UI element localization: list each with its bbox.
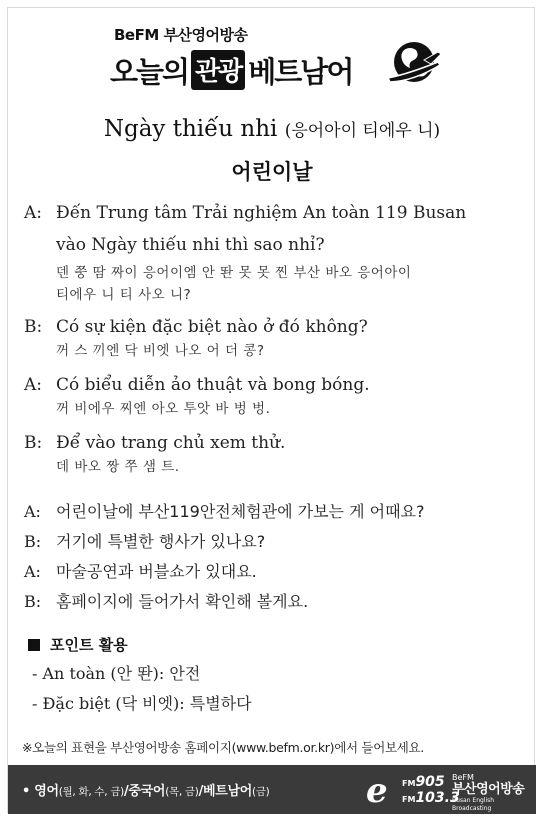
- square-bullet-icon: [28, 639, 40, 651]
- speaker-label: A:: [24, 203, 43, 223]
- korean-text: 거기에 특별한 행사가 있나요?: [56, 532, 266, 551]
- program-title: [110, 50, 352, 90]
- point-heading-text: 포인트 활용: [50, 636, 128, 654]
- speaker-label: B:: [24, 433, 43, 453]
- expression-title: [8, 116, 536, 142]
- schedule-english: • 영어: [22, 784, 59, 799]
- title-prefix: 오늘의: [110, 54, 189, 89]
- point-item: - Đặc biệt (닥 비엣): 특별하다: [32, 694, 252, 713]
- expression-korean: 어린이날: [231, 160, 313, 184]
- korean-dialogue: [24, 498, 524, 618]
- speaker-label: B:: [24, 592, 42, 611]
- vietnamese-text: vào Ngày thiếu nhi thì sao nhỉ?: [56, 235, 325, 255]
- point-heading: [28, 634, 518, 655]
- vietnamese-text: Có biểu diễn ảo thuật và bong bóng.: [56, 375, 370, 395]
- speaker-label: A:: [24, 375, 43, 395]
- vietnamese-text: Đến Trung tâm Trải nghiệm An toàn 119 Busan: [56, 203, 467, 223]
- globe-airplane-icon: [384, 38, 442, 90]
- dialogue-line-2: [24, 314, 524, 362]
- dialogue-line-4: [24, 430, 524, 478]
- schedule-chinese: /중국어: [123, 784, 166, 799]
- speaker-label: A:: [24, 502, 41, 521]
- korean-text: 어린이날에 부산119안전체험관에 가보는 게 어때요?: [56, 502, 425, 521]
- fm-frequencies: FM905 FM103.3: [402, 774, 460, 806]
- korean-text: 홈페이지에 들어가서 확인해 볼게요.: [56, 592, 309, 611]
- korean-pronunciation: 데 바오 짱 쭈 샘 트.: [56, 459, 180, 475]
- point-section: [28, 634, 518, 719]
- header: [8, 8, 536, 104]
- point-item: - An toàn (안 똰): 안전: [32, 664, 201, 683]
- expression-pronunciation: (응어아이 티에우 니): [284, 121, 441, 141]
- schedule-vietnamese: /베트남어: [198, 784, 253, 799]
- footer-bar: [8, 765, 536, 814]
- schedule-vietnamese-days: (금): [252, 786, 270, 798]
- broadcast-schedule: [22, 780, 269, 799]
- title-boxed-word: 관광: [191, 50, 245, 90]
- korean-text: 마술공연과 버블쇼가 있대요.: [56, 562, 257, 581]
- korean-pronunciation: 꺼 스 끼엔 닥 비엣 나오 어 더 콩?: [56, 343, 265, 359]
- website-note: ※오늘의 표현을 부산영어방송 홈페이지(www.befm.or.kr)에서 들어보세요.: [22, 740, 424, 755]
- schedule-chinese-days: (목, 금): [165, 786, 199, 798]
- speaker-label: A:: [24, 562, 41, 581]
- expression-vietnamese: Ngày thiếu nhi: [103, 116, 278, 142]
- vietnamese-text: Có sự kiện đặc biệt nào ở đó không?: [56, 317, 368, 337]
- title-suffix: 베트남어: [248, 54, 353, 89]
- logo-brand: BeFM 부산영어방송 Busan English Broadcasting: [452, 773, 525, 812]
- schedule-english-days: (월, 화, 수, 금): [58, 786, 124, 798]
- speaker-label: B:: [24, 317, 43, 337]
- e-logo-icon: e: [366, 771, 388, 811]
- brand-name: BeFM 부산영어방송: [114, 26, 248, 44]
- befm-logo: [360, 769, 532, 811]
- korean-pronunciation: 덴 쭝 땀 짜이 응어이엠 안 똰 못 못 찐 부산 바오 응어아이: [56, 265, 412, 281]
- speaker-label: B:: [24, 532, 42, 551]
- page-card: [7, 7, 535, 813]
- korean-pronunciation: 꺼 비에우 찌엔 아오 투앗 바 벙 벙.: [56, 401, 271, 417]
- dialogue-line-1: [24, 200, 524, 306]
- dialogue-line-3: [24, 372, 524, 420]
- vietnamese-text: Để vào trang chủ xem thử.: [56, 433, 286, 453]
- korean-pronunciation: 티에우 니 티 사오 니?: [56, 287, 192, 303]
